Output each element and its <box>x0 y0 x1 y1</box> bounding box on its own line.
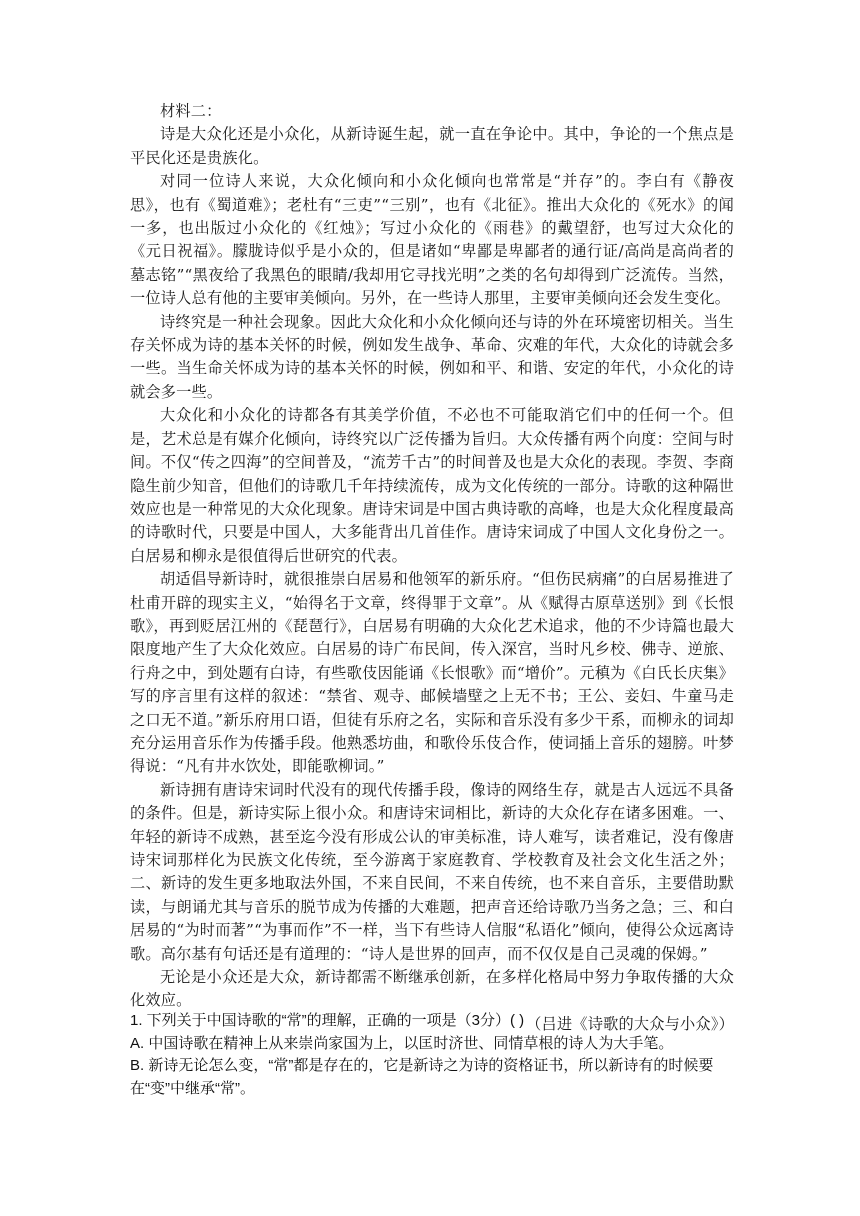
paragraph-4: 大众化和小众化的诗都各有其美学价值，不必也不可能取消它们中的任何一个。但是，艺术总是有媒介化倾向，诗终究以广泛传播为旨归。大众传播有两个向度：空间与时间。不仅“传之四海”的空间普及，“流芳千古”的时间普及也是大众化的表现。李贺、李商隐生前少知音，但他们的诗歌几千年持续流传，成为文化传统的一部分。诗歌的这种隔世效应也是一种常见的大众化现象。唐诗宋词是中国古典诗歌的高峰，也是大众化程度最高的诗歌时代，只要是中国人，大多能背出几首佳作。唐诗宋词成了中国人文化身份之一。白居易和柳永是很值得后世研究的代表。 <box>130 406 734 565</box>
material-label: 材料二： <box>160 102 222 120</box>
option-b-line-2: 在“变”中继承“常”。 <box>130 1079 255 1097</box>
paragraph-7: 无论是小众还是大众，新诗都需不断继承创新，在多样化格局中努力争取传播的大众化效应。 <box>130 968 734 1010</box>
question-block <box>130 1010 734 1100</box>
paragraph-3: 诗终究是一种社会现象。因此大众化和小众化倾向还与诗的外在环境密切相关。当生存关怀成为诗的基本关怀的时候，例如发生战争、革命、灾难的年代，大众化的诗就会多一些。当生命关怀成为诗的基本关怀的时候，例如和平、和谐、安定的年代，小众化的诗就会多一些。 <box>130 312 734 401</box>
source-citation: （吕进《诗歌的大众与小众》） <box>526 1014 734 1033</box>
paragraph-1: 诗是大众化还是小众化，从新诗诞生起，就一直在争论中。其中，争论的一个焦点是平民化还是贵族化。 <box>130 125 734 167</box>
option-a: A. 中国诗歌在精神上从来崇尚家国为上，以匡时济世、同情草根的诗人为大手笔。 <box>130 1034 674 1052</box>
paragraph-2: 对同一位诗人来说，大众化倾向和小众化倾向也常常是“并存”的。李白有《静夜思》，也有《蜀道难》；老杜有“三吏”“三别”，也有《北征》。推出大众化的《死水》的闻一多，也出版过小众化的《红烛》；写过小众化的《雨巷》的戴望舒，也写过大众化的《元日祝福》。朦胧诗似乎是小众的，但是诸如“卑鄙是卑鄙者的通行证/高尚是高尚者的墓志铭”“黑夜给了我黑色的眼睛/我却用它寻找光明”之类的名句却得到广泛流传。当然，一位诗人总有他的主要审美倾向。另外，在一些诗人那里，主要审美倾向还会发生变化。 <box>130 172 734 308</box>
paragraph-6: 新诗拥有唐诗宋词时代没有的现代传播手段，像诗的网络生存，就是古人远远不具备的条件。但是，新诗实际上很小众。和唐诗宋词相比，新诗的大众化存在诸多困难。一、年轻的新诗不成熟，甚至迄今没有形成公认的审美标准，诗人难写，读者难记，没有像唐诗宋词那样化为民族文化传统，至今游离于家庭教育、学校教育及社会文化生活之外；二、新诗的发生更多地取法外国，不来自民间，不来自传统，也不来自音乐，主要借助默读，与朗诵尤其与音乐的脱节成为传播的大难题，把声音还给诗歌乃当务之急；三、和白居易的“为时而著”“为事而作”不一样，当下有些诗人信服“私语化”倾向，使得公众远离诗歌。高尔基有句话还是有道理的：“诗人是世界的回声，而不仅仅是自己灵魂的保姆。” <box>130 780 734 963</box>
article-body <box>130 100 734 1036</box>
paragraph-5: 胡适倡导新诗时，就很推崇白居易和他领军的新乐府。“但伤民病痛”的白居易推进了杜甫开辟的现实主义，“始得名于文章，终得罪于文章”。从《赋得古原草送别》到《长恨歌》，再到贬居江州的《琵琶行》，白居易有明确的大众化艺术追求，他的不少诗篇也最大限度地产生了大众化效应。白居易的诗广布民间，传入深宫，当时凡乡校、佛寺、逆旅、行舟之中，到处题有白诗，有些歌伎因能诵《长恨歌》而“增价”。元稹为《白氏长庆集》写的序言里有这样的叙述：“禁省、观寺、邮候墙壁之上无不书；王公、妾妇、牛童马走之口无不道。”新乐府用口语，但徒有乐府之名，实际和音乐没有多少干系，而柳永的词却充分运用音乐作为传播手段。他熟悉坊曲，和歌伶乐伎合作，使词插上音乐的翅膀。叶梦得说：“凡有井水饮处，即能歌柳词。” <box>130 570 734 776</box>
option-b-line-1: B. 新诗无论怎么变，“常”都是存在的，它是新诗之为诗的资格证书，所以新诗有的时候要 <box>130 1057 714 1075</box>
question-stem: 1. 下列关于中国诗歌的“常”的理解，正确的一项是（3分）( ) <box>130 1012 525 1029</box>
